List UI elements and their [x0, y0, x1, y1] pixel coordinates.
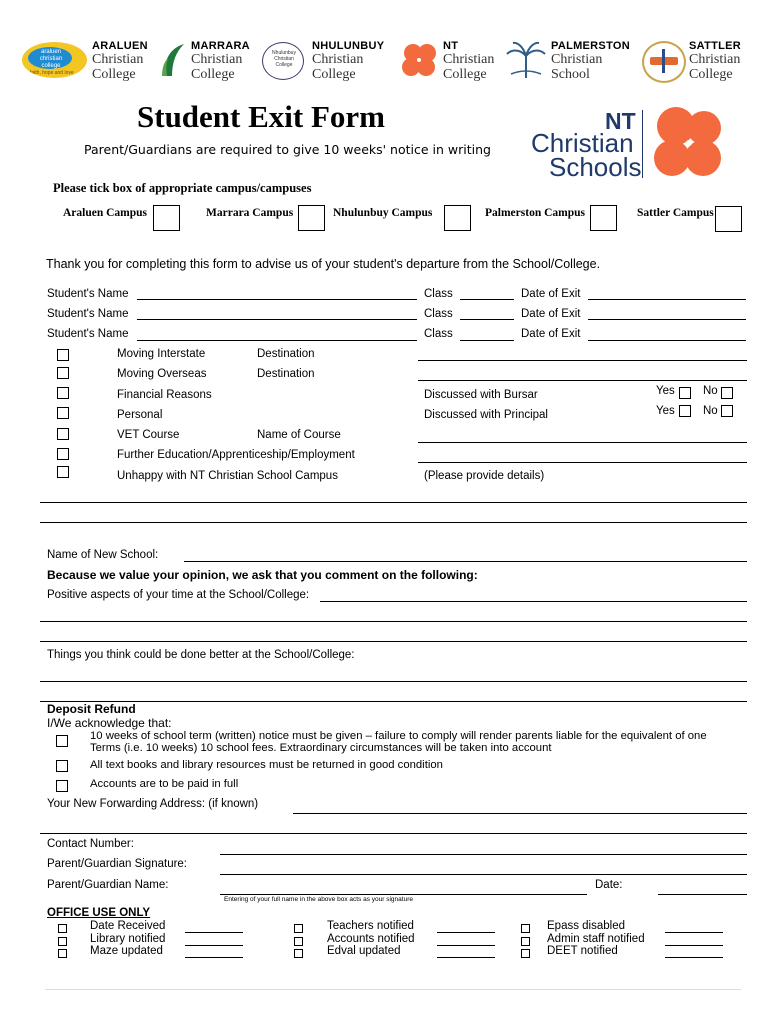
- contact-number-field[interactable]: [220, 854, 747, 855]
- logo-name-palmerston: PALMERSTON: [551, 40, 630, 52]
- brand-christian: Christian: [531, 128, 634, 158]
- forwarding-address-field-2[interactable]: [40, 833, 747, 834]
- office-field[interactable]: [437, 945, 495, 946]
- logo-name-araluen: ARALUEN: [92, 40, 148, 52]
- reason-personal: Personal: [117, 409, 163, 421]
- reason-unhappy: Unhappy with NT Christian School Campus: [117, 470, 338, 482]
- signature-label: Parent/Guardian Signature:: [47, 858, 188, 870]
- logo-sub-araluen-1: Christian: [92, 52, 144, 67]
- logo-name-nt: NT: [443, 40, 459, 52]
- reason-checkbox-personal[interactable]: [57, 407, 69, 419]
- campus-checkbox-sattler[interactable]: [715, 206, 742, 232]
- date-of-exit-label: Date of Exit: [521, 288, 581, 300]
- office-item: Date Received: [90, 920, 166, 932]
- destination-field-1[interactable]: [418, 360, 747, 361]
- destination-label: Destination: [257, 348, 315, 360]
- date-of-exit-label: Date of Exit: [521, 308, 581, 320]
- campus-checkbox-araluen[interactable]: [153, 205, 180, 231]
- student-name-label: Student's Name: [47, 308, 129, 320]
- deposit-item-accounts: Accounts are to be paid in full: [90, 778, 239, 790]
- intro-text: Thank you for completing this form to advise us of your student's departure from the School/College.: [46, 257, 601, 271]
- office-field[interactable]: [185, 945, 243, 946]
- office-checkbox[interactable]: [521, 937, 530, 946]
- office-item: DEET notified: [547, 945, 618, 957]
- date-label: Date:: [595, 879, 623, 891]
- forwarding-address-field-1[interactable]: [293, 813, 747, 814]
- nhulunbuy-circle-icon: Nhulunbuy Christian College: [262, 42, 304, 80]
- signature-note: Entering of your full name in the above box acts as your signature: [224, 896, 413, 903]
- logo-name-marrara: MARRARA: [191, 40, 250, 52]
- class-field[interactable]: [460, 319, 514, 320]
- office-item: Library notified: [90, 933, 166, 945]
- logo-name-nhulunbuy: NHULUNBUY: [312, 40, 385, 52]
- office-checkbox[interactable]: [294, 924, 303, 933]
- logo-sub-marrara-2: College: [191, 67, 235, 82]
- positive-label: Positive aspects of your time at the School/College:: [47, 589, 310, 601]
- reason-checkbox-further[interactable]: [57, 448, 69, 460]
- office-item: Epass disabled: [547, 920, 625, 932]
- page-bottom-divider: [45, 989, 741, 990]
- logo-sub-nt-1: Christian: [443, 52, 495, 67]
- reason-checkbox-unhappy[interactable]: [57, 466, 69, 478]
- deposit-checkbox-notice[interactable]: [56, 735, 68, 747]
- bursar-yes-checkbox[interactable]: [679, 387, 691, 399]
- marrara-leaf-icon: [160, 42, 186, 78]
- logo-name-sattler: SATTLER: [689, 40, 742, 52]
- office-checkbox[interactable]: [521, 924, 530, 933]
- details-field-2[interactable]: [40, 522, 747, 523]
- office-item: Maze updated: [90, 945, 163, 957]
- office-field[interactable]: [185, 932, 243, 933]
- class-label: Class: [424, 288, 453, 300]
- date-of-exit-field[interactable]: [588, 299, 746, 300]
- logo-sub-sattler-2: College: [689, 67, 733, 82]
- office-checkbox[interactable]: [58, 937, 67, 946]
- sattler-crest-icon: [642, 41, 686, 83]
- positive-field-3[interactable]: [40, 641, 747, 642]
- logo-sub-marrara-1: Christian: [191, 52, 243, 67]
- office-use-heading: OFFICE USE ONLY: [47, 907, 151, 919]
- brand-nt: NT: [605, 108, 636, 134]
- class-field[interactable]: [460, 340, 514, 341]
- student-name-field[interactable]: [137, 319, 417, 320]
- course-name-label: Name of Course: [257, 429, 341, 441]
- office-item: Edval updated: [327, 945, 401, 957]
- reason-checkbox-vet[interactable]: [57, 428, 69, 440]
- details-label: (Please provide details): [424, 470, 545, 482]
- deposit-item-books: All text books and library resources must be returned in good condition: [90, 759, 443, 771]
- brand-schools: Schools: [549, 152, 642, 182]
- guardian-name-label: Parent/Guardian Name:: [47, 879, 169, 891]
- campus-label-sattler: Sattler Campus: [637, 207, 714, 219]
- campus-checkbox-palmerston[interactable]: [590, 205, 617, 231]
- office-field[interactable]: [665, 957, 723, 958]
- deposit-item-notice-2: Terms (i.e. 10 weeks) 10 school fees. Extraordinary circumstances will be taken into account: [90, 742, 552, 754]
- better-field-2[interactable]: [40, 701, 747, 702]
- office-item: Admin staff notified: [547, 933, 645, 945]
- forwarding-address-label: Your New Forwarding Address: (if known): [47, 798, 259, 810]
- reason-vet: VET Course: [117, 429, 180, 441]
- destination-label: Destination: [257, 368, 315, 380]
- office-checkbox[interactable]: [58, 949, 67, 958]
- guardian-name-field[interactable]: [220, 894, 587, 895]
- contact-number-label: Contact Number:: [47, 838, 134, 850]
- further-field[interactable]: [418, 462, 747, 463]
- araluen-badge-icon: araluen christian college faith, hope and love: [22, 42, 87, 78]
- date-of-exit-label: Date of Exit: [521, 328, 581, 340]
- class-field[interactable]: [460, 299, 514, 300]
- principal-yes-checkbox[interactable]: [679, 405, 691, 417]
- campus-label-marrara: Marrara Campus: [206, 207, 294, 219]
- positive-field-1[interactable]: [320, 601, 747, 602]
- office-item: Teachers notified: [327, 920, 414, 932]
- class-label: Class: [424, 308, 453, 320]
- date-field[interactable]: [658, 894, 747, 895]
- date-of-exit-field[interactable]: [588, 319, 746, 320]
- deposit-item-notice-1: 10 weeks of school term (written) notice must be given – failure to comply will render parents liable for the equivalent of one: [90, 730, 707, 742]
- discussed-bursar-label: Discussed with Bursar: [424, 389, 538, 401]
- student-name-field[interactable]: [137, 340, 417, 341]
- campus-checkbox-nhulunbuy[interactable]: [444, 205, 471, 231]
- campus-label-palmerston: Palmerston Campus: [485, 207, 585, 219]
- logo-sub-palmerston-1: Christian: [551, 52, 603, 67]
- notice-text: Parent/Guardians are required to give 10 weeks' notice in writing: [84, 142, 491, 157]
- palmerston-palm-icon: [505, 40, 547, 80]
- reason-checkbox-overseas[interactable]: [57, 367, 69, 379]
- reason-overseas: Moving Overseas: [117, 368, 207, 380]
- student-name-label: Student's Name: [47, 288, 129, 300]
- office-field[interactable]: [665, 932, 723, 933]
- principal-no-checkbox[interactable]: [721, 405, 733, 417]
- logo-sub-sattler-1: Christian: [689, 52, 741, 67]
- new-school-field[interactable]: [184, 561, 747, 562]
- campus-prompt: Please tick box of appropriate campus/campuses: [53, 181, 312, 195]
- office-field[interactable]: [437, 932, 495, 933]
- office-item: Accounts notified: [327, 933, 415, 945]
- bursar-yes-label: Yes: [656, 385, 675, 397]
- acknowledge-text: I/We acknowledge that:: [47, 716, 172, 730]
- better-field-1[interactable]: [40, 681, 747, 682]
- better-label: Things you think could be done better at the School/College:: [47, 649, 355, 661]
- deposit-heading: Deposit Refund: [47, 702, 136, 716]
- deposit-checkbox-accounts[interactable]: [56, 780, 68, 792]
- logo-sub-araluen-2: College: [92, 67, 136, 82]
- campus-checkbox-marrara[interactable]: [298, 205, 325, 231]
- office-checkbox[interactable]: [521, 949, 530, 958]
- page-title: Student Exit Form: [137, 99, 385, 134]
- reason-checkbox-financial[interactable]: [57, 387, 69, 399]
- office-checkbox[interactable]: [294, 949, 303, 958]
- discussed-principal-label: Discussed with Principal: [424, 409, 548, 421]
- reason-interstate: Moving Interstate: [117, 348, 206, 360]
- opinion-heading: Because we value your opinion, we ask that you comment on the following:: [47, 568, 478, 582]
- nt-flower-icon: [400, 42, 438, 78]
- date-of-exit-field[interactable]: [588, 340, 746, 341]
- destination-field-2[interactable]: [418, 380, 747, 381]
- logo-sub-nhulunbuy-2: College: [312, 67, 356, 82]
- new-school-label: Name of New School:: [47, 549, 159, 561]
- logo-sub-palmerston-2: School: [551, 67, 590, 82]
- office-checkbox[interactable]: [58, 924, 67, 933]
- campus-label-araluen: Araluen Campus: [63, 207, 148, 219]
- logo-sub-nt-2: College: [443, 67, 487, 82]
- office-field[interactable]: [185, 957, 243, 958]
- student-name-field[interactable]: [137, 299, 417, 300]
- positive-field-2[interactable]: [40, 621, 747, 622]
- reason-further: Further Education/Apprenticeship/Employment: [117, 449, 355, 461]
- bursar-no-label: No: [703, 385, 718, 397]
- reason-checkbox-interstate[interactable]: [57, 349, 69, 361]
- student-name-label: Student's Name: [47, 328, 129, 340]
- signature-field[interactable]: [220, 874, 747, 875]
- reason-financial: Financial Reasons: [117, 389, 212, 401]
- principal-no-label: No: [703, 405, 718, 417]
- campus-label-nhulunbuy: Nhulunbuy Campus: [333, 207, 433, 219]
- deposit-checkbox-books[interactable]: [56, 760, 68, 772]
- course-name-field[interactable]: [418, 442, 747, 443]
- brand-flower-icon: [648, 104, 728, 182]
- details-field-1[interactable]: [40, 502, 747, 503]
- class-label: Class: [424, 328, 453, 340]
- office-field[interactable]: [665, 945, 723, 946]
- office-field[interactable]: [437, 957, 495, 958]
- principal-yes-label: Yes: [656, 405, 675, 417]
- office-checkbox[interactable]: [294, 937, 303, 946]
- bursar-no-checkbox[interactable]: [721, 387, 733, 399]
- logo-sub-nhulunbuy-1: Christian: [312, 52, 364, 67]
